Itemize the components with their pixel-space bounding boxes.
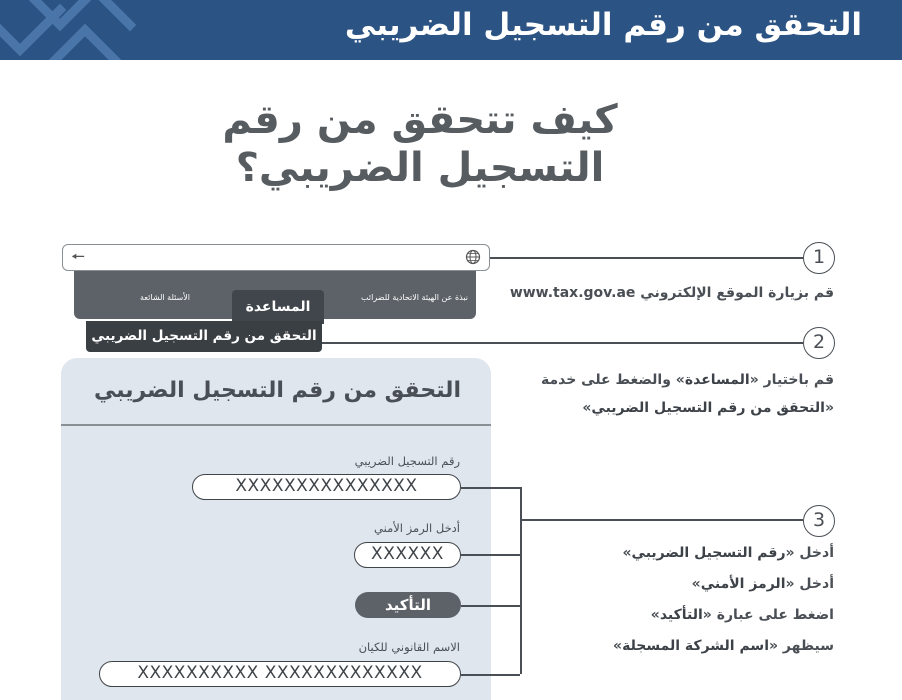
captcha-label: أدخل الرمز الأمني	[374, 521, 460, 535]
dropdown-item-verify-trn[interactable]: التحقق من رقم التسجيل الضريبي	[86, 321, 322, 352]
step-2-text-line-2: «التحقق من رقم التسجيل الضريبي»	[582, 400, 834, 416]
trn-label: رقم التسجيل الضريبي	[354, 454, 460, 468]
header-title: التحقق من رقم التسجيل الضريبي	[344, 7, 862, 43]
step-1-connector	[490, 257, 803, 259]
url-bar[interactable]	[62, 244, 490, 271]
globe-icon	[465, 249, 481, 265]
step-3-connector	[520, 519, 803, 521]
page-title-line-1: كيف تتحقق من رقم	[222, 97, 618, 143]
page-title	[210, 96, 630, 192]
step-3-badge: 3	[803, 505, 835, 537]
bracket-legal-name	[461, 674, 520, 676]
nav-tab-help[interactable]: المساعدة	[232, 290, 324, 324]
bracket-trn	[461, 487, 520, 489]
legal-name-label: الاسم القانوني للكيان	[358, 640, 460, 654]
nav-link-faq[interactable]: الأسئلة الشائعة	[140, 293, 190, 302]
step-1-badge: 1	[803, 242, 835, 274]
arrow-left-icon[interactable]: 🠔	[71, 247, 86, 266]
step-3-item-2: أدخل «الرمز الأمني»	[691, 576, 834, 592]
captcha-input[interactable]: XXXXXX	[354, 542, 461, 568]
bracket-vertical	[520, 487, 522, 674]
step-2-connector	[322, 342, 803, 344]
step-1-text: قم بزيارة الموقع الإلكتروني www.tax.gov.ae	[509, 285, 834, 301]
trn-input[interactable]: XXXXXXXXXXXXXXX	[192, 474, 461, 500]
bracket-confirm	[461, 605, 520, 607]
form-divider	[61, 424, 491, 426]
header-band	[0, 0, 902, 60]
step-2-text-line-1: قم باختيار «المساعدة» والضغط على خدمة	[540, 372, 834, 388]
bracket-captcha	[461, 554, 520, 556]
step-3-item-1: أدخل «رقم التسجيل الضريبي»	[622, 545, 834, 561]
step-2-badge: 2	[803, 327, 835, 359]
legal-name-output: XXXXXXXXXX XXXXXXXXXXXXX	[99, 661, 461, 687]
form-title: التحقق من رقم التسجيل الضريبي	[94, 378, 461, 403]
page-title-line-2: التسجيل الضريبي؟	[235, 145, 605, 191]
step-3-item-4: سيظهر «اسم الشركة المسجلة»	[613, 638, 834, 654]
step-3-item-3: اضغط على عبارة «التأكيد»	[650, 607, 834, 623]
confirm-button[interactable]: التأكيد	[355, 592, 461, 618]
header-decoration-icon	[0, 0, 150, 60]
nav-link-about[interactable]: نبذة عن الهيئة الاتحادية للضرائب	[361, 293, 468, 302]
